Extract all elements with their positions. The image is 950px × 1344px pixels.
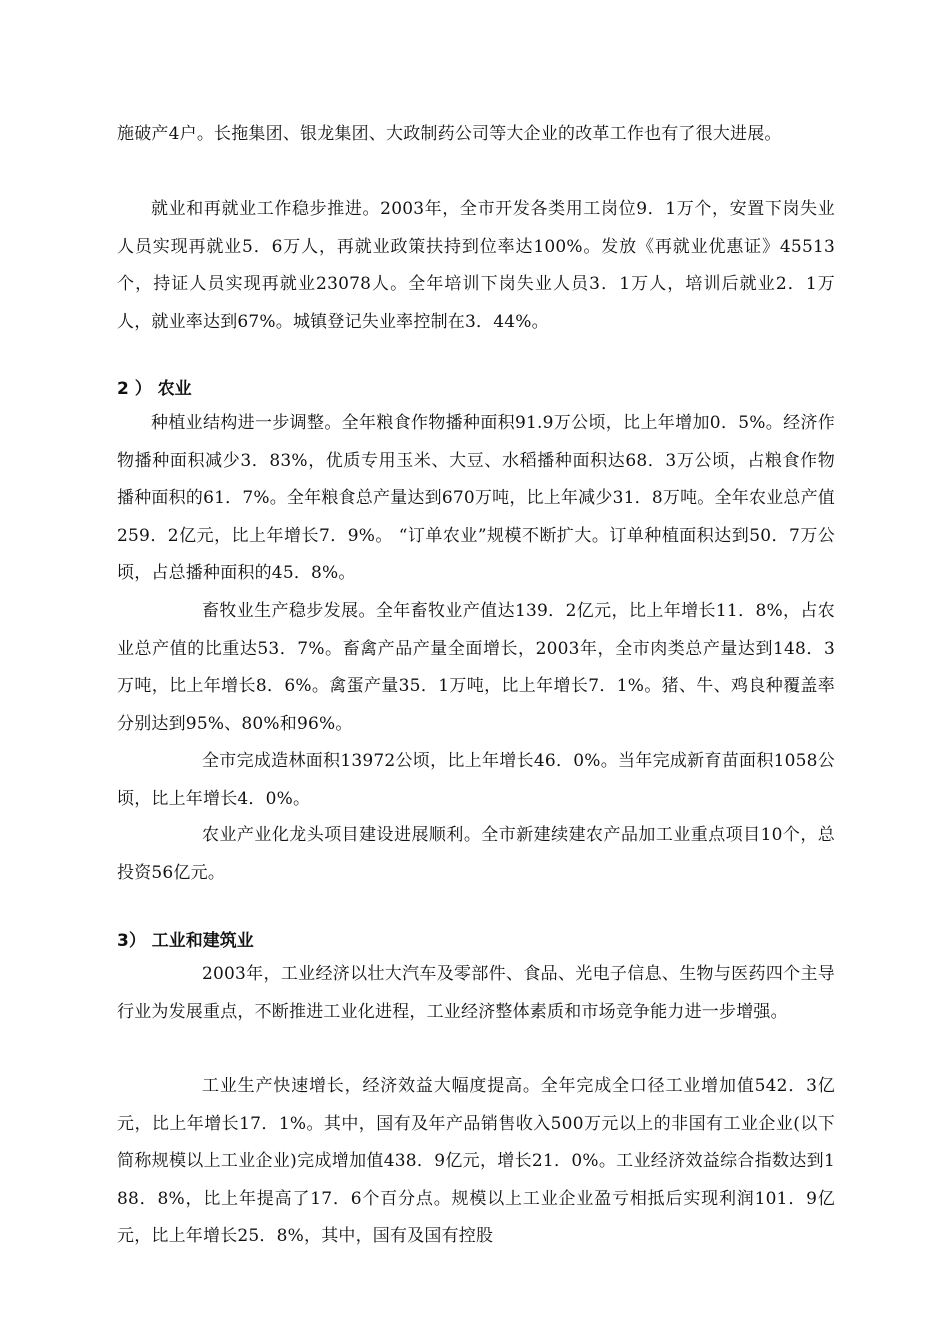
industry-paragraph-production: 工业生产快速增长，经济效益大幅度提高。全年完成全口径工业增加值542．3亿元，比上年增长17．1%。其中，国有及年产品销售收入500万元以上的非国有工业企业(以下简称规模以上工业企业)完成增加值438．9亿元，增长21．0%。工业经济效益综合指数达到188．8%，比上年提高了17．6个百分点。规模以上工业企业盈亏相抵后实现利润101．9亿元，比上年增长25．8%，其中，国有及国有控股 xyxy=(117,1076,835,1246)
agriculture-paragraph-industrialization: 农业产业化龙头项目建设进展顺利。全市新建续建农产品加工业重点项目10个，总投资56亿元。 xyxy=(117,825,835,883)
agriculture-paragraph-livestock: 畜牧业生产稳步发展。全年畜牧业产值达139．2亿元，比上年增长11．8%，占农业总产值的比重达53．7%。畜禽产品产量全面增长，2003年，全市肉类总产量达到148．3万吨，比上年增长8．6%。禽蛋产量35．1万吨，比上年增长7．1%。猪、牛、鸡良种覆盖率分别达到95%、80%和96%。 xyxy=(117,601,835,734)
agriculture-paragraph-forestry: 全市完成造林面积13972公顷，比上年增长46．0%。当年完成新育苗面积1058公顷，比上年增长4．0%。 xyxy=(117,751,835,809)
section-heading-agriculture: 2 ） 农业 xyxy=(117,379,192,399)
section-heading-industry: 3） 工业和建筑业 xyxy=(117,931,254,951)
intro-paragraph: 施破产4户。长拖集团、银龙集团、大政制药公司等大企业的改革工作也有了很大进展。 xyxy=(117,124,782,144)
industry-paragraph-overview: 2003年，工业经济以壮大汽车及零部件、食品、光电子信息、生物与医药四个主导行业为发展重点，不断推进工业化进程，工业经济整体素质和市场竞争能力进一步增强。 xyxy=(117,964,835,1022)
agriculture-paragraph-crops: 种植业结构进一步调整。全年粮食作物播种面积91.9万公顷，比上年增加0．5%。经济作物播种面积减少3．83%，优质专用玉米、大豆、水稻播种面积达68．3万公顷，占粮食作物播种面积的61．7%。全年粮食总产量达到670万吨，比上年减少31．8万吨。全年农业总产值259．2亿元，比上年增长7．9%。 “订单农业”规模不断扩大。订单种植面积达到50．7万公顷，占总播种面积的45．8%。 xyxy=(117,413,835,583)
employment-paragraph: 就业和再就业工作稳步推进。2003年，全市开发各类用工岗位9．1万个，安置下岗失业人员实现再就业5．6万人，再就业政策扶持到位率达100%。发放《再就业优惠证》45513个，持证人员实现再就业23078人。全年培训下岗失业人员3．1万人，培训后就业2．1万人，就业率达到67%。城镇登记失业率控制在3．44%。 xyxy=(117,199,835,332)
